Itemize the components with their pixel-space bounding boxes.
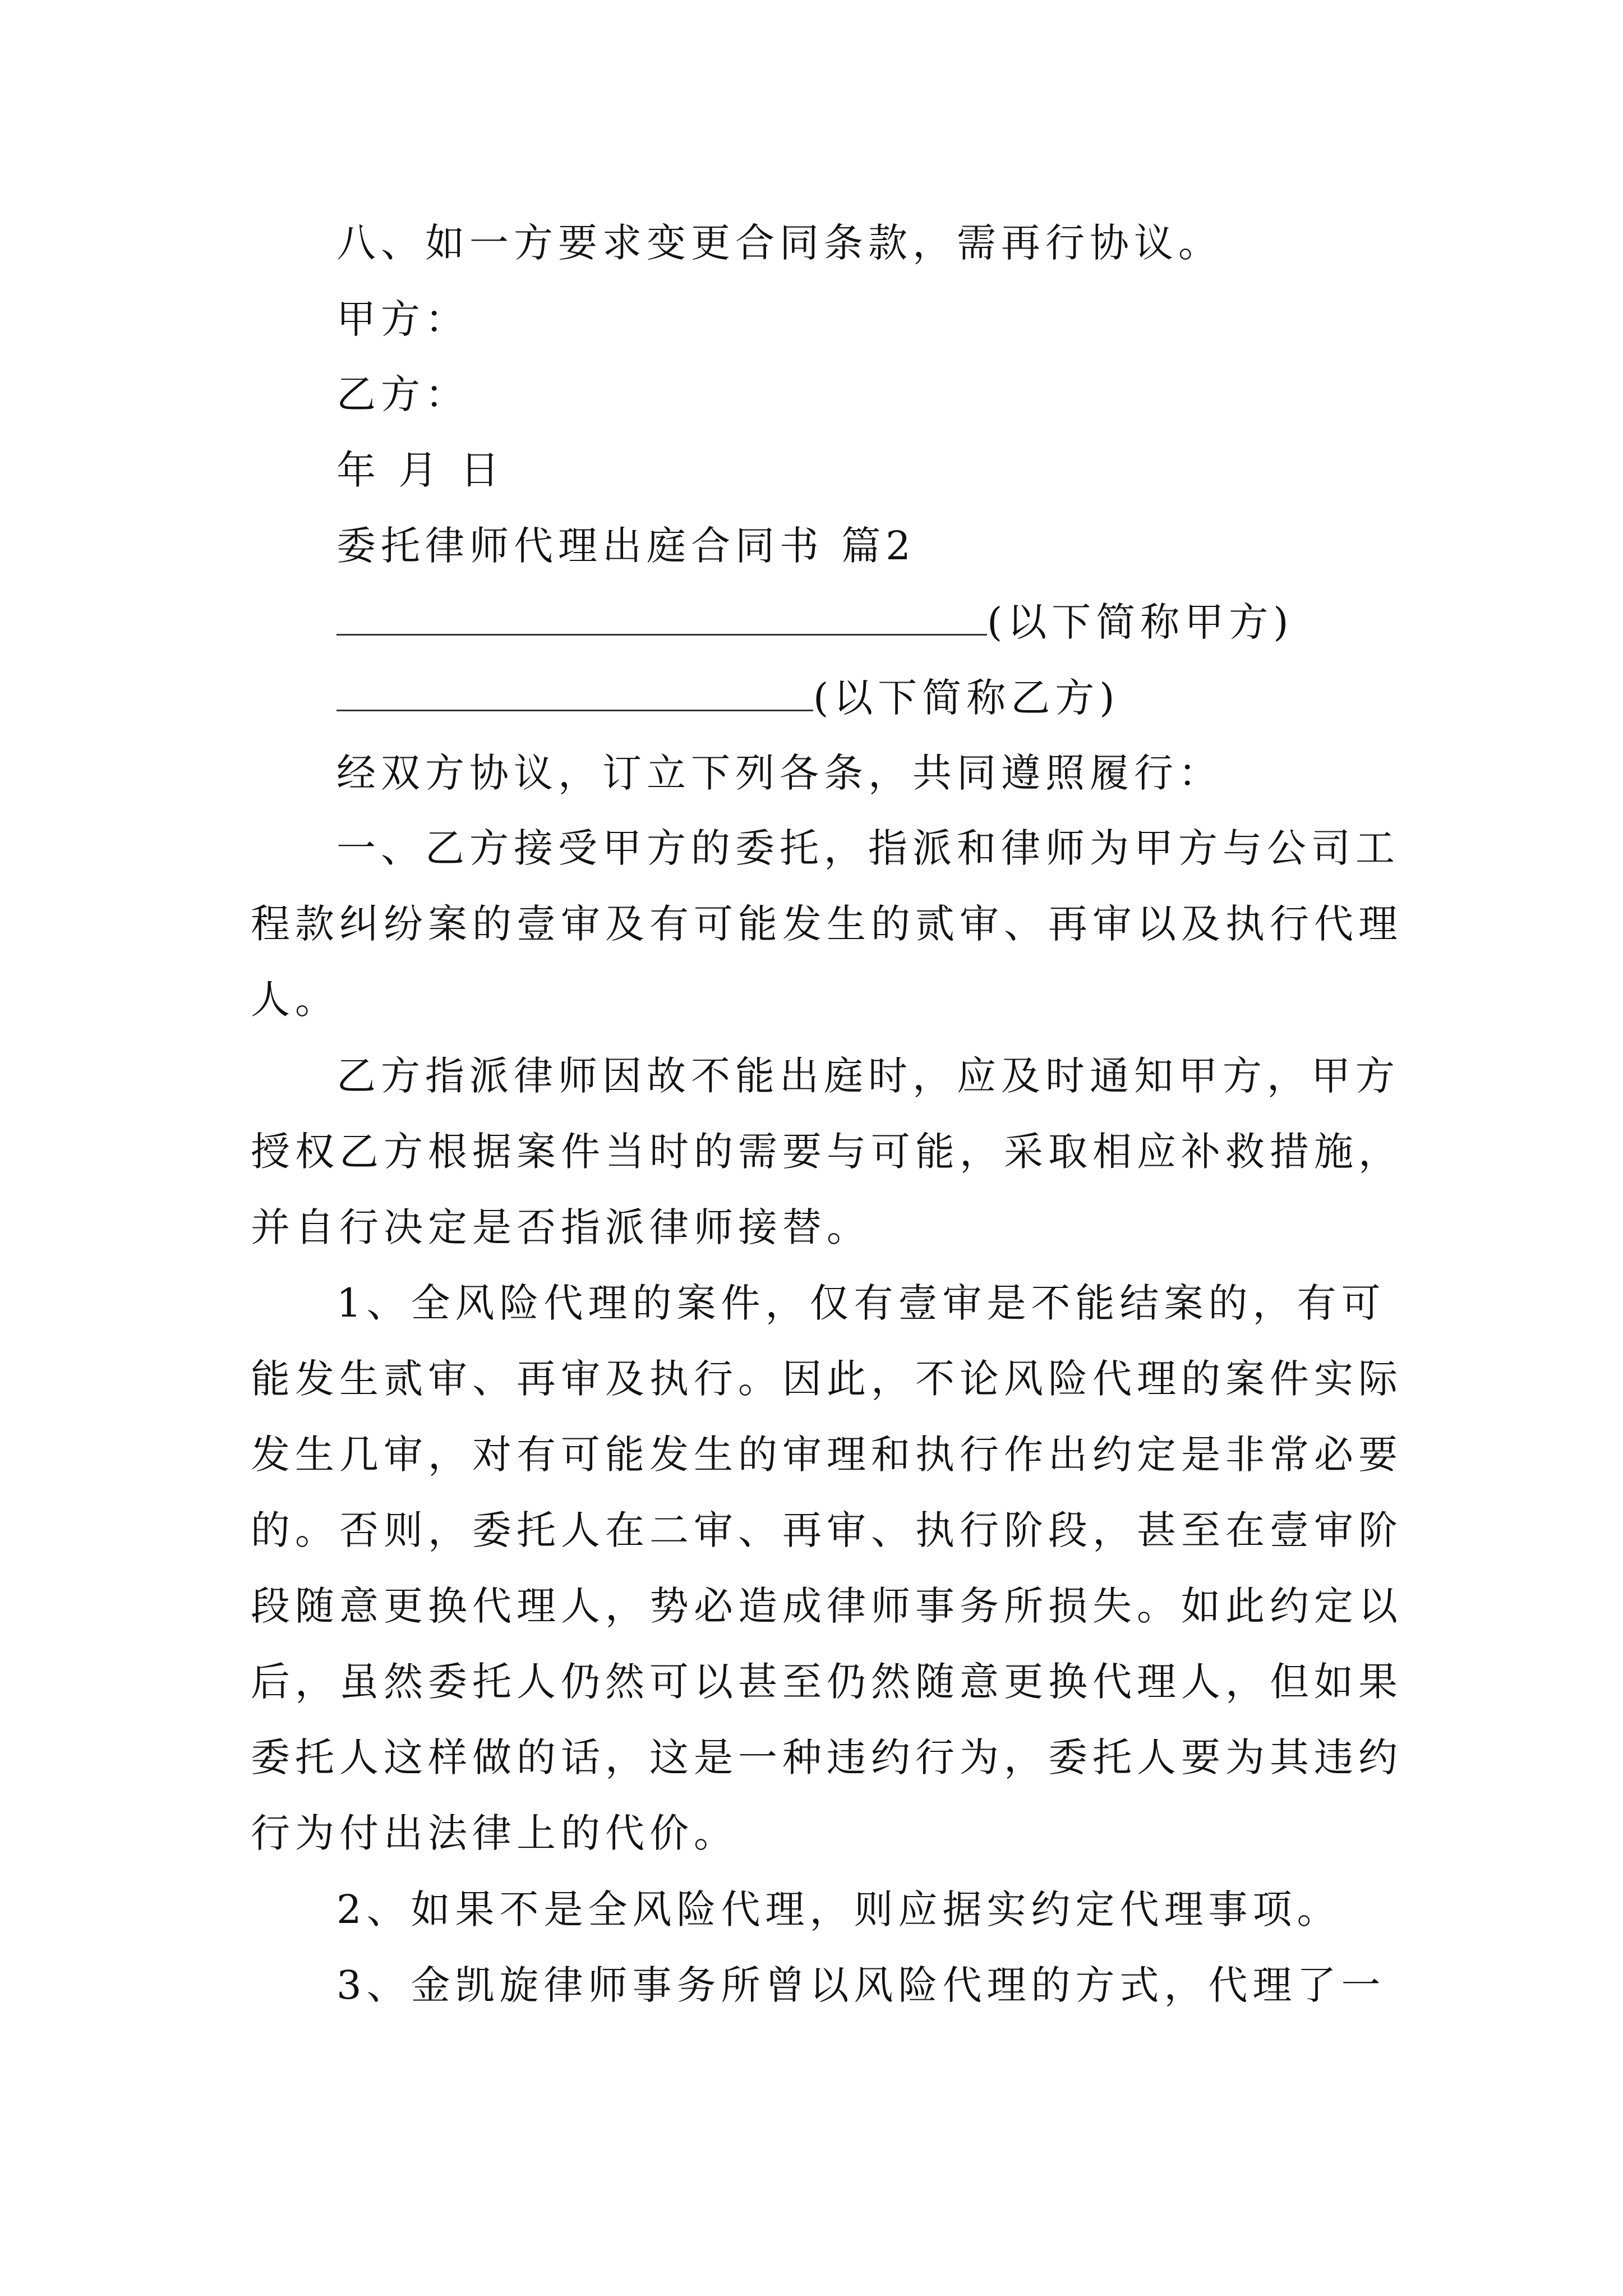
item-3: 3、金凯旋律师事务所曾以风险代理的方式，代理了一 [336, 1962, 1386, 2008]
party-b-signature-label: 乙方： [336, 371, 469, 417]
party-b-blank [336, 677, 813, 711]
paragraph-2-line: 乙方指派律师因故不能出庭时，应及时通知甲方，甲方 [336, 1053, 1400, 1099]
item-1-line: 1、全风险代理的案件，仅有壹审是不能结案的，有可 [336, 1280, 1386, 1326]
party-a-signature-label: 甲方： [336, 296, 469, 342]
item-1-line: 后，虽然委托人仍然可以甚至仍然随意更换代理人，但如果 [251, 1659, 1403, 1705]
party-a-blank [336, 601, 987, 636]
item-1-line: 行为付出法律上的代价。 [251, 1810, 738, 1856]
party-a-suffix: (以下简称甲方) [987, 599, 1294, 645]
party-b-suffix: (以下简称乙方) [813, 675, 1120, 721]
intro-text: 经双方协议，订立下列各条，共同遵照履行： [336, 750, 1223, 796]
item-1-line: 的。否则，委托人在二审、再审、执行阶段，甚至在壹审阶 [251, 1507, 1403, 1553]
paragraph-2-line: 并自行决定是否指派律师接替。 [251, 1204, 871, 1250]
item-1-line: 发生几审，对有可能发生的审理和执行作出约定是非常必要 [251, 1432, 1403, 1478]
item-1-line: 段随意更换代理人，势必造成律师事务所损失。如此约定以 [251, 1583, 1403, 1629]
item-1-line: 委托人这样做的话，这是一种违约行为，委托人要为其违约 [251, 1734, 1403, 1780]
party-a-line [336, 599, 1294, 645]
party-b-line [336, 675, 1120, 721]
clause-1-line: 程款纠纷案的壹审及有可能发生的贰审、再审以及执行代理 [251, 901, 1403, 947]
clause-1-line: 人。 [251, 977, 339, 1023]
item-2: 2、如果不是全风险代理，则应据实约定代理事项。 [336, 1887, 1341, 1932]
paragraph-2-line: 授权乙方根据案件当时的需要与可能，采取相应补救措施， [251, 1129, 1403, 1175]
clause-8: 八、如一方要求变更合同条款，需再行协议。 [336, 220, 1223, 266]
section-title: 委托律师代理出庭合同书 篇2 [336, 523, 916, 569]
item-1-line: 能发生贰审、再审及执行。因此，不论风险代理的案件实际 [251, 1356, 1403, 1402]
date-line: 年 月 日 [336, 447, 505, 493]
clause-1-line: 一、乙方接受甲方的委托，指派和律师为甲方与公司工 [336, 825, 1400, 871]
